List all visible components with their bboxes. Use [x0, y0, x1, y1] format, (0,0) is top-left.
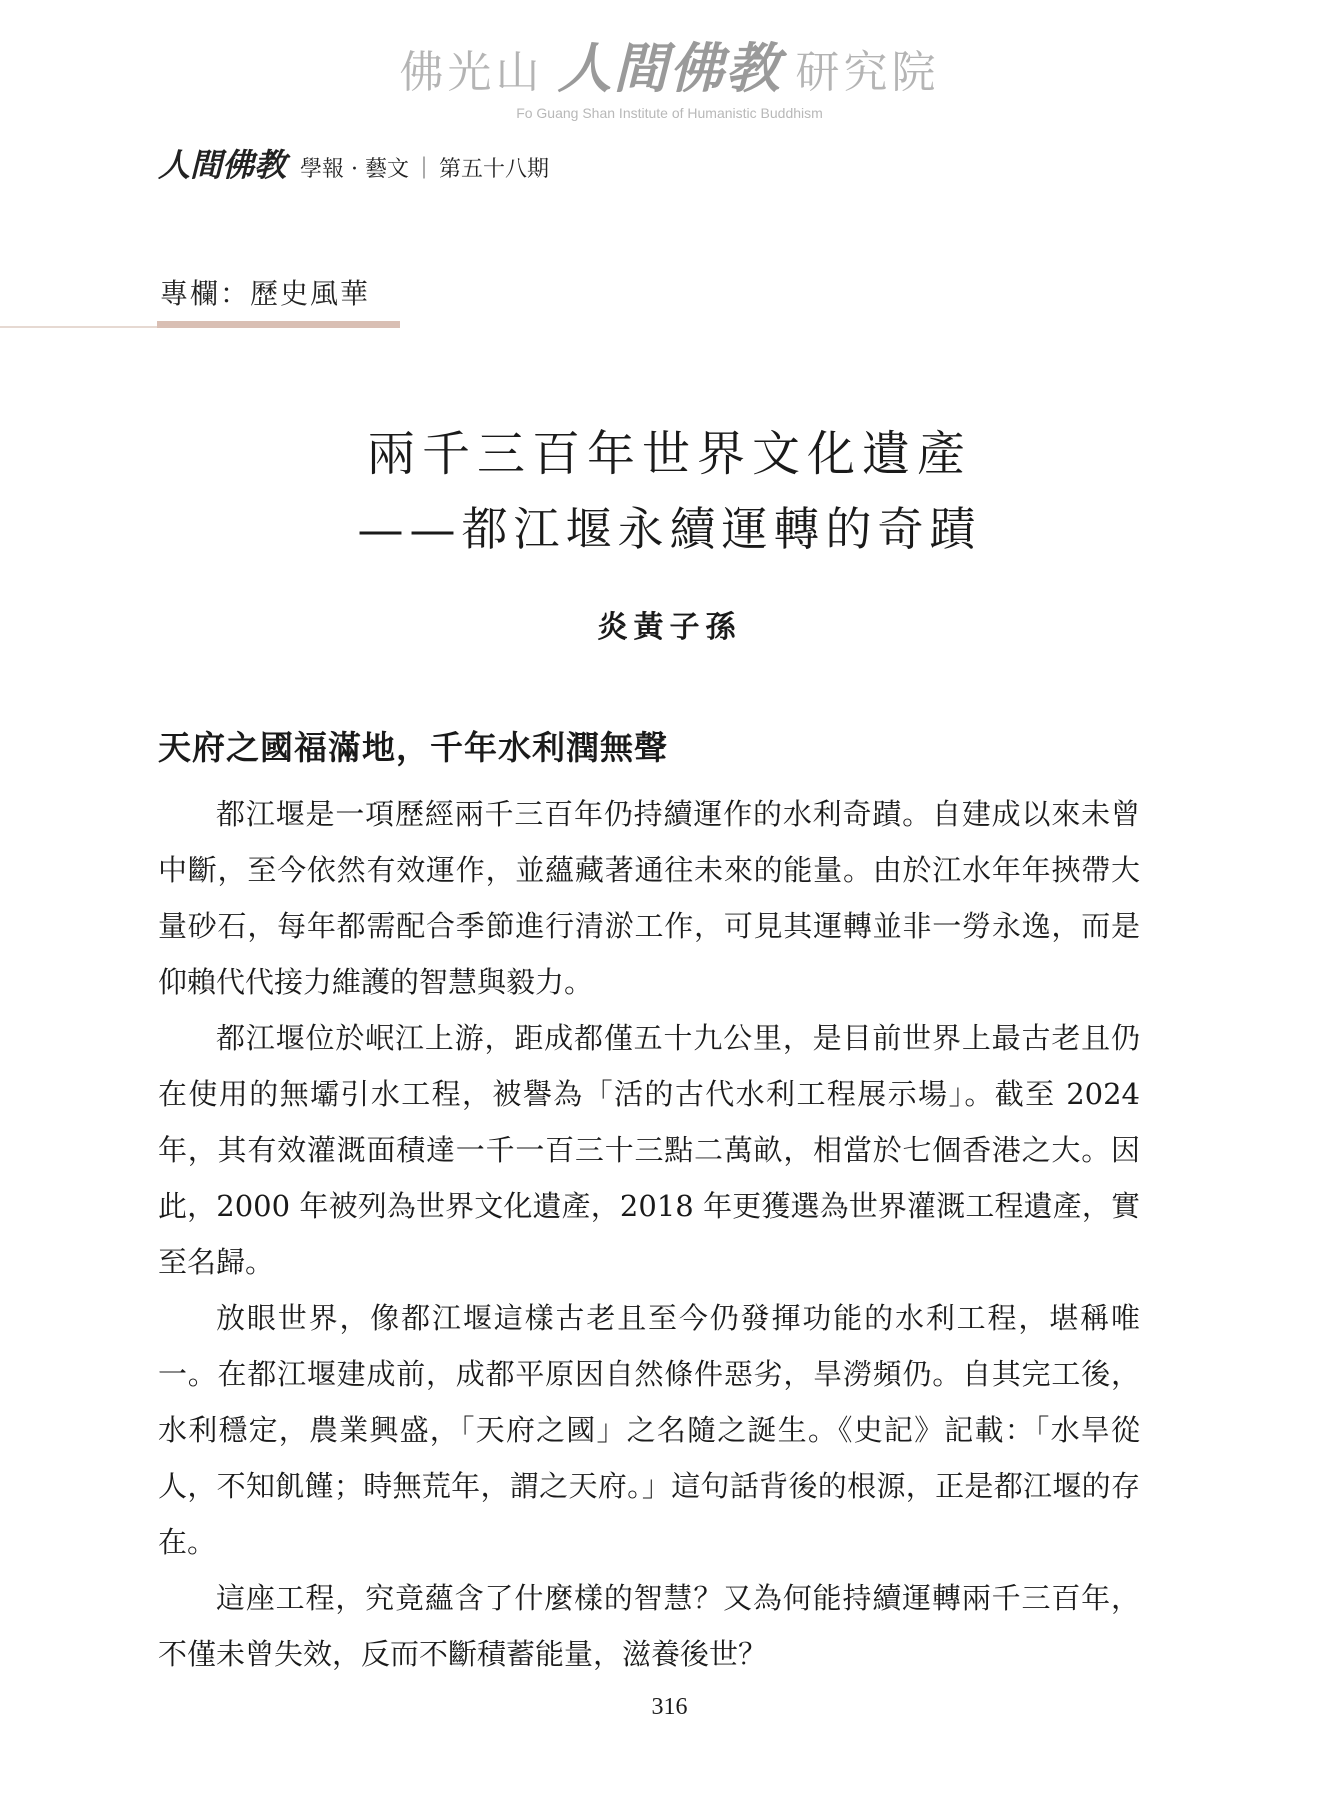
journal-running-header: [158, 140, 549, 186]
journal-section: 學報 · 藝文: [300, 157, 409, 182]
journal-issue: 第五十八期: [439, 157, 550, 182]
article-title: 兩千三百年世界文化遺產: [366, 426, 972, 482]
institute-brand-logo: 人間佛教: [557, 36, 782, 100]
journal-brand-logo: 人間佛教: [158, 146, 287, 184]
column-label: 專欄：歷史風華: [160, 277, 371, 310]
article-body: [158, 786, 1140, 1682]
institute-english-name: Fo Guang Shan Institute of Humanistic Buddhism: [516, 105, 823, 121]
article-author: 炎黃子孫: [597, 610, 742, 645]
institute-suffix: 研究院: [795, 47, 940, 98]
paragraph: 都江堰是一項歷經兩千三百年仍持續運作的水利奇蹟。自建成以來未曾中斷，至今依然有效運作，並蘊藏著通往未來的能量。由於江水年年挾帶大量砂石，每年都需配合季節進行清淤工作，可見其運轉並非一勞永逸，而是仰賴代代接力維護的智慧與毅力。: [158, 797, 1140, 999]
section-heading: 天府之國福滿地，千年水利潤無聲: [158, 728, 668, 767]
institute-prefix: 佛光山: [399, 47, 544, 98]
article-subtitle: ——都江堰永續運轉的奇蹟: [357, 502, 982, 556]
paragraph: 這座工程，究竟蘊含了什麼樣的智慧？又為何能持續運轉兩千三百年，不僅未曾失效，反而不斷積蓄能量，滋養後世？: [158, 1581, 1140, 1671]
header-separator: ｜: [413, 157, 436, 182]
paragraph: 都江堰位於岷江上游，距成都僅五十九公里，是目前世界上最古老且仍在使用的無壩引水工程，被譽為「活的古代水利工程展示場」。截至 2024 年，其有效灌溉面積達一千一百三十三點二萬畝，相當於七個香港之大。因此，2000 年被列為世界文化遺產，2018 年更獲選為世界灌溉工程遺產，實至名歸。: [158, 1021, 1140, 1279]
institute-header: [0, 38, 1339, 121]
paragraph: 放眼世界，像都江堰這樣古老且至今仍發揮功能的水利工程，堪稱唯一。在都江堰建成前，成都平原因自然條件惡劣，旱澇頻仍。自其完工後，水利穩定，農業興盛，「天府之國」之名隨之誕生。《史記》記載：「水旱從人，不知飢饉；時無荒年，謂之天府。」這句話背後的根源，正是都江堰的存在。: [158, 1301, 1140, 1559]
column-rule-accent: [157, 321, 400, 328]
institute-title: [0, 38, 1339, 103]
page-number: 316: [651, 1694, 688, 1720]
